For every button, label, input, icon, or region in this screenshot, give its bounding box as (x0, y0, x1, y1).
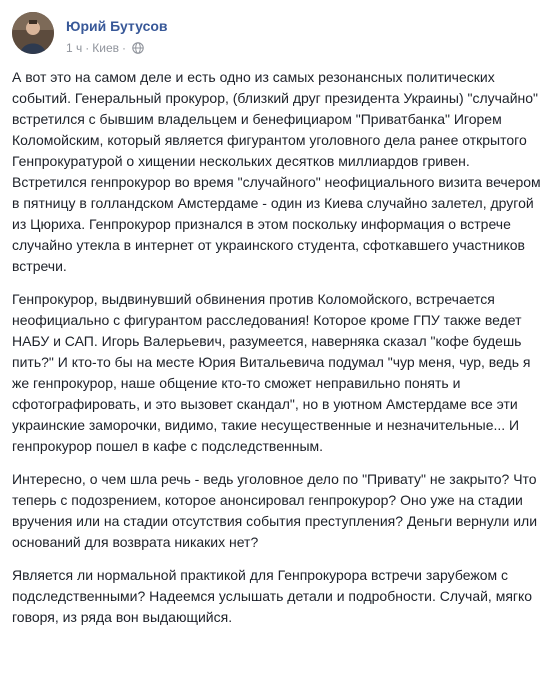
meta-separator: · (85, 41, 90, 55)
post-paragraph: Генпрокурор, выдвинувший обвинения против Коломойского, встречается неофициально с фигурантом расследования! Которое кроме ГПУ также ведет НАБУ и САП. Игорь Валерьевич, разумеется, наверняка сказал "кофе будешь пить?" И кто-то бы на месте Юрия Витальевича подумал "чур меня, чур, ведь я же генпрокурор, наше общение кто-то сможет неправильно понять и сфотографировать, и это вызовет скандал", но в уютном Амстердаме все эти украинские заморочки, видимо, такие несущественные и незначительные... И генпрокурор пошел в кафе с подследственным. (12, 291, 531, 454)
avatar[interactable] (12, 12, 54, 54)
post-paragraph: Интересно, о чем шла речь - ведь уголовное дело по "Привату" не закрыто? Что теперь с подозрением, которое анонсировал генпрокурор? Оно уже на стадии вручения или на стадии отсутствия события преступления? Деньги вернули или оснований для возврата никаких нет? (12, 471, 538, 550)
post-meta (66, 41, 144, 57)
globe-icon[interactable] (132, 42, 144, 57)
post-time[interactable]: 1 ч (66, 41, 83, 55)
post-location[interactable]: Киев (92, 41, 120, 55)
meta-separator: · (122, 41, 127, 55)
post-paragraph: А вот это на самом деле и есть одно из самых резонансных политических событий. Генеральный прокурор, (близкий друг президента Украины) "случайно" встретился с бывшим владельцем и бенефициаром "Приватбанка" Игорем Коломойским, который является фигурантом уголовного дела ранее открытого Генпрокуратурой о хищении нескольких десятков миллиардов гривен. Встретился генпрокурор во время "случайного" неофициального визита вечером в пятницу в голландском Амстердаме - один из Киева случайно залетел, другой из Цюриха. Генпрокурор признался в этом поскольку информация о встрече случайно утекла в интернет от украинского студента, сфоткавшего участников встречи. (12, 69, 541, 274)
author-name[interactable]: Юрий Бутусов (66, 18, 168, 34)
post-body (12, 67, 542, 640)
post-paragraph: Является ли нормальной практикой для Генпрокурора встречи зарубежом с подследственными? Надеемся услышать детали и подробности. Случай, мягко говоря, из ряда вон выдающийся. (12, 567, 533, 625)
